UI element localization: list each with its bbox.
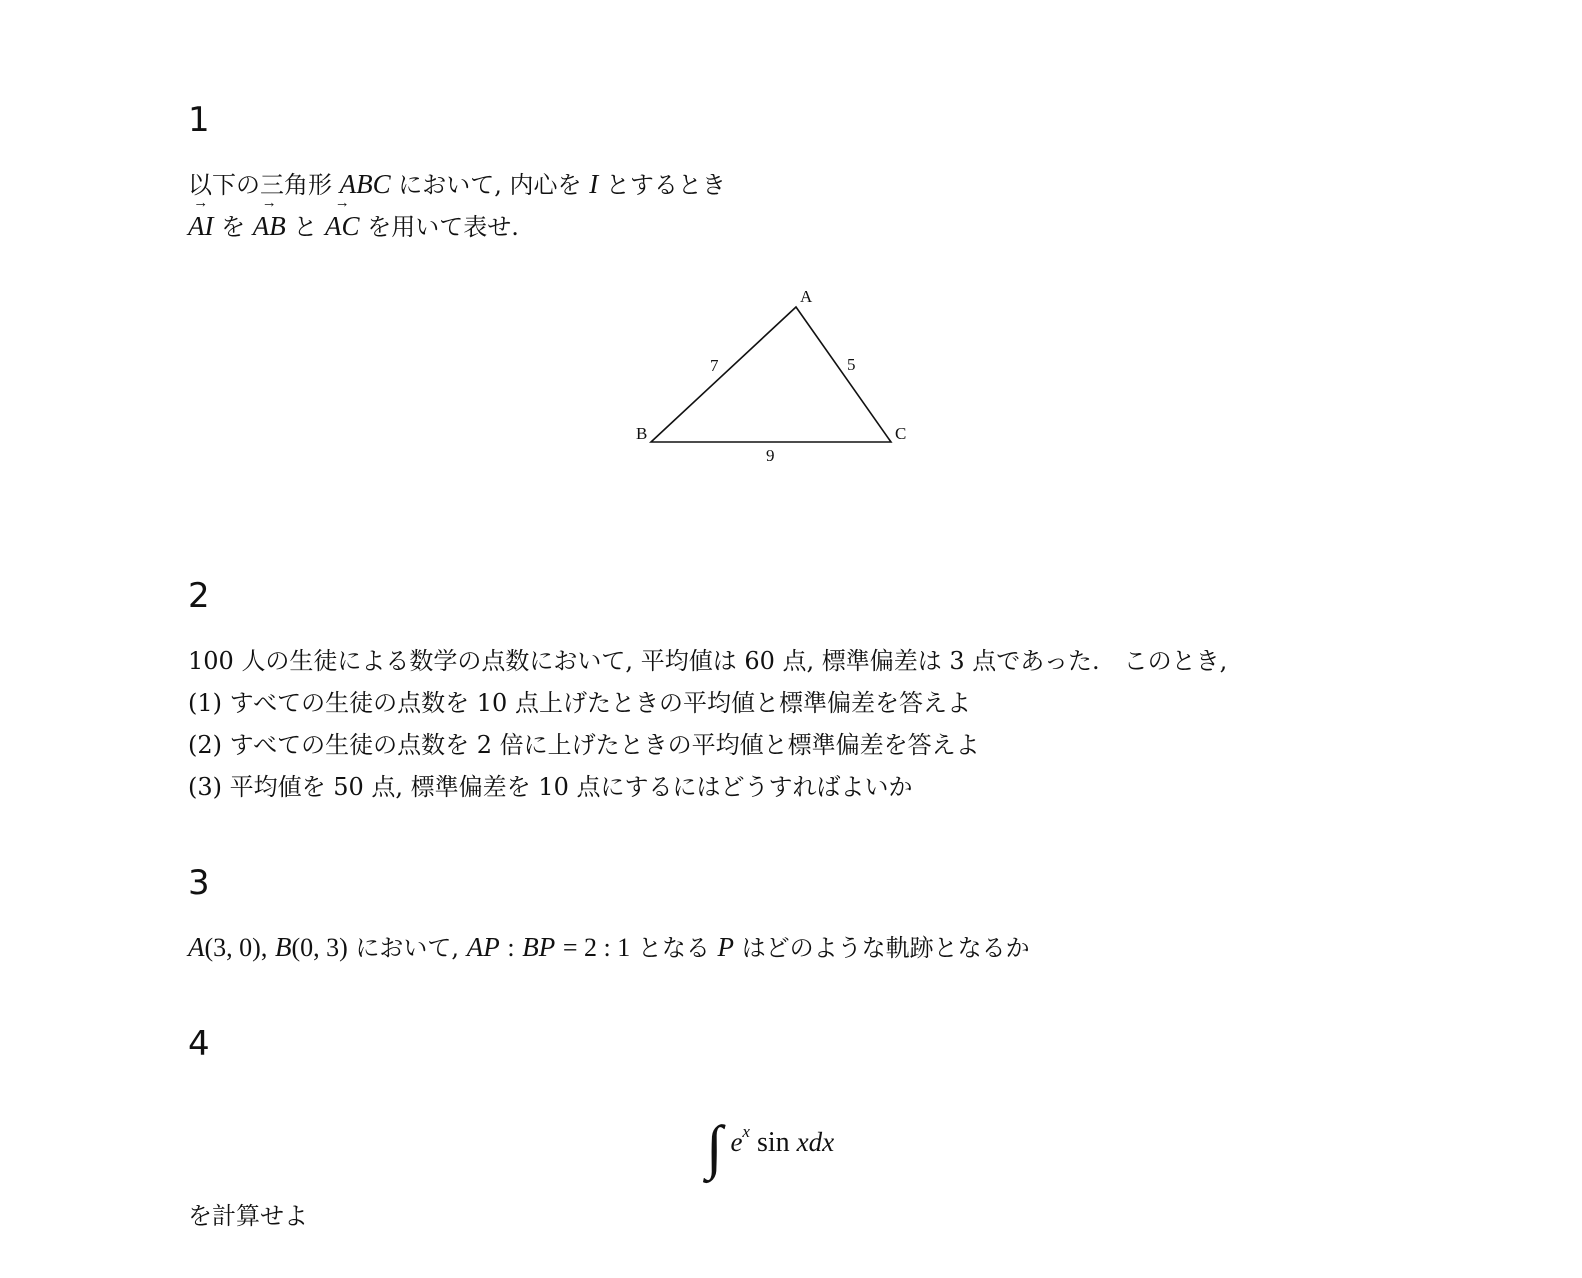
point-b-coords: (0, 3) [291, 933, 348, 962]
problem-2-number: 2 [188, 576, 210, 616]
vertex-b-label: B [636, 424, 648, 443]
ratio-colon: : [507, 933, 515, 962]
problem-3-question: はどのような軌跡となるか [741, 934, 1030, 962]
triangle-figure [620, 280, 920, 470]
vector-ab: → AB [252, 195, 286, 241]
integrand-function: sin [756, 1127, 790, 1158]
problem-1-to: と [293, 213, 318, 241]
problem-1-express: を用いて表せ. [367, 213, 519, 241]
problem-2-statement: 100 人の生徒による数学の点数において, 平均値は 60 点, 標準偏差は 3 点であった. このとき, [188, 647, 1228, 675]
problem-2-question-2: (2) すべての生徒の点数を 2 倍に上げたときの平均値と標準偏差を答えよ [188, 731, 980, 759]
point-p-symbol: P [717, 932, 735, 962]
integrand-base: e [730, 1127, 743, 1157]
problem-1-number: 1 [188, 100, 210, 140]
vector-ac: → AC [325, 195, 360, 241]
point-a-symbol: A [188, 932, 205, 962]
problem-1-wo: を [221, 213, 246, 241]
vector-arrow-icon: → [193, 195, 209, 211]
problem-3-number: 3 [188, 863, 210, 903]
vector-ai: → AI [188, 195, 214, 241]
integrand-variable: xdx [796, 1127, 835, 1157]
point-a-coords: (3, 0), [204, 933, 268, 962]
problem-1-incenter-text: において, 内心を [398, 171, 582, 199]
integrand-exponent: x [742, 1122, 750, 1141]
side-bc-label: 9 [766, 446, 775, 465]
side-ac-label: 5 [847, 355, 856, 374]
problem-3-statement [188, 931, 1030, 964]
ratio-value: = 2 : 1 [562, 933, 631, 962]
problem-2-question-1: (1) すべての生徒の点数を 10 点上げたときの平均値と標準偏差を答えよ [188, 689, 971, 717]
problem-1-line-2 [188, 195, 519, 243]
triangle-name: ABC [339, 169, 391, 199]
integral-sign-icon: ∫ [706, 1114, 723, 1180]
problem-3-becomes: となる [637, 934, 710, 962]
problem-1-intro: 以下の三角形 [188, 171, 332, 199]
point-b-symbol: B [274, 932, 292, 962]
problem-2-question-3: (3) 平均値を 50 点, 標準偏差を 10 点にするにはどうすればよいか [188, 773, 913, 801]
side-ab-label: 7 [710, 356, 719, 375]
triangle-shape [651, 307, 891, 442]
problem-4-number: 4 [188, 1024, 210, 1064]
vector-arrow-icon: → [261, 195, 277, 211]
problem-3-cond: において, [355, 934, 460, 962]
vector-arrow-icon: → [334, 195, 350, 211]
integral-expression [706, 1112, 835, 1180]
vertex-a-label: A [800, 287, 813, 306]
ratio-lhs: AP [466, 932, 500, 962]
ratio-rhs: BP [522, 932, 556, 962]
problem-1-when: とするとき [605, 171, 726, 199]
problem-4-instruction: を計算せよ [188, 1202, 308, 1230]
vertex-c-label: C [895, 424, 907, 443]
incenter-symbol: I [589, 169, 599, 199]
